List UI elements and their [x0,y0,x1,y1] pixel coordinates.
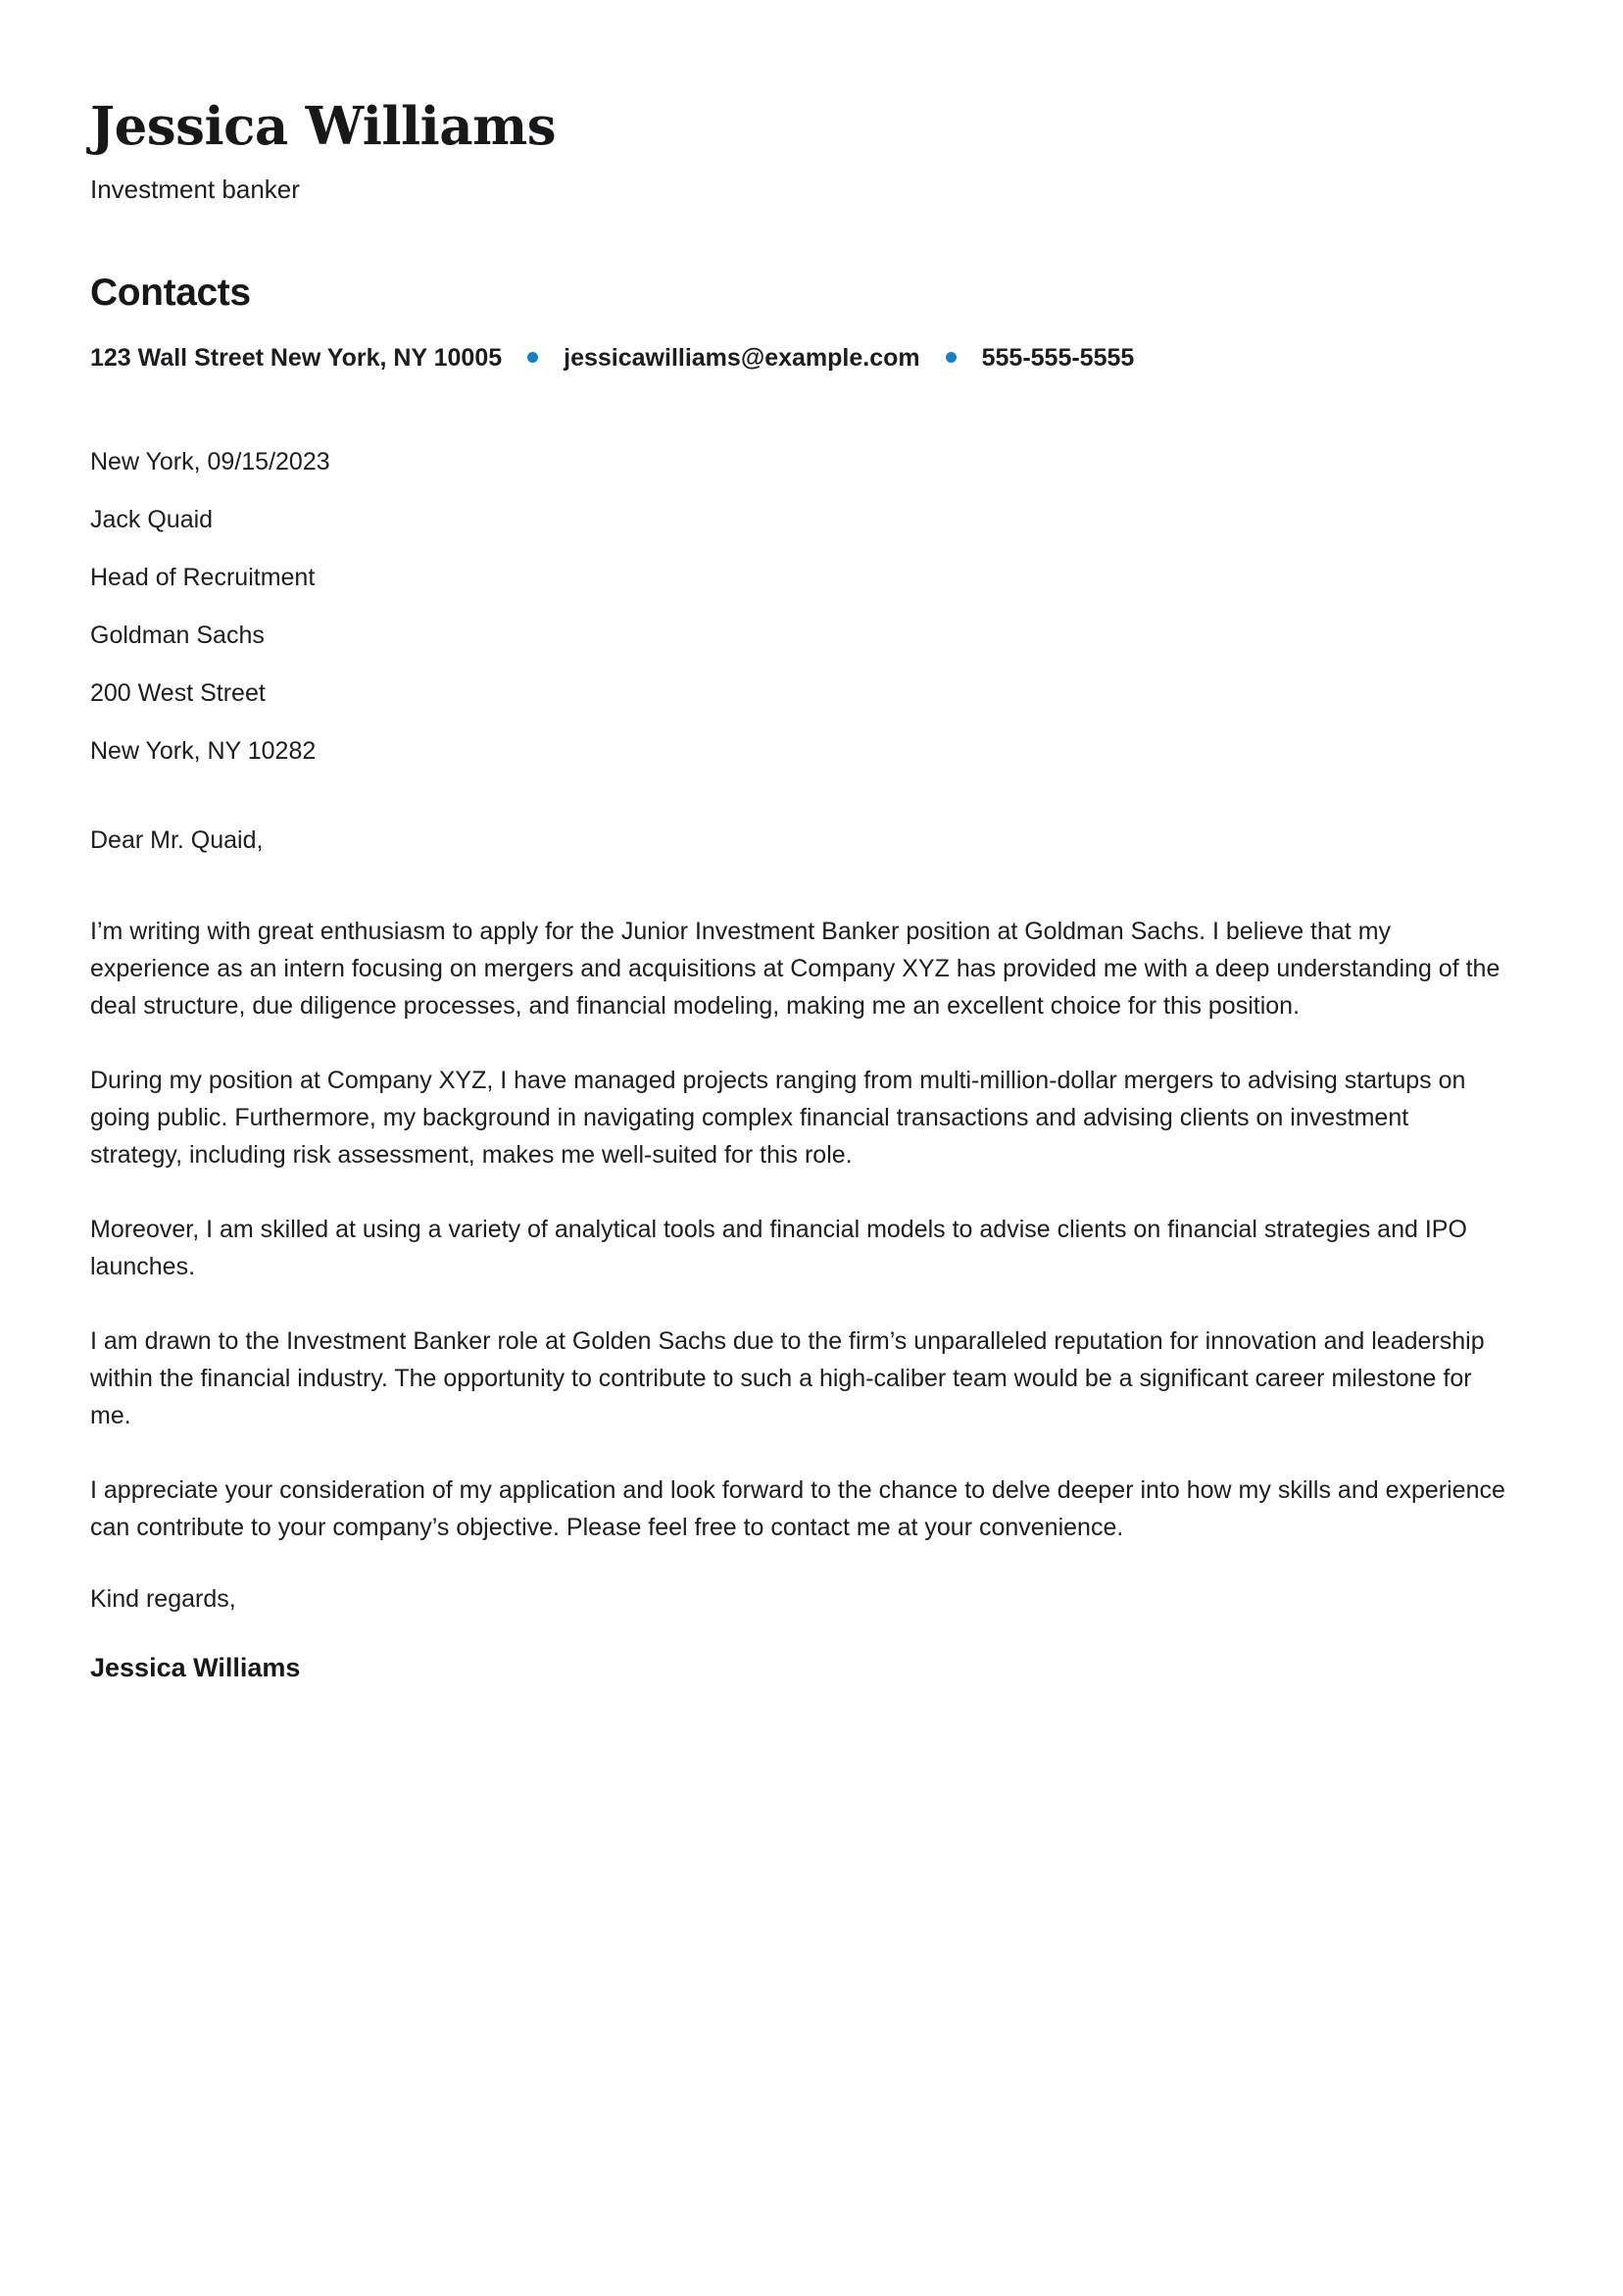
bullet-separator-icon [527,352,538,363]
recipient-name: Jack Quaid [90,506,214,534]
body-paragraph: I appreciate your consideration of my application and look forward to the chance to delve deeper into how my skills and experience can contribute to your company’s objective. Please feel free to contact me at your convenience. [90,1475,1505,1541]
closing-line: Kind regards, [90,1584,236,1613]
body-paragraph: I am drawn to the Investment Banker role at Golden Sachs due to the firm’s unparalleled reputation for innovation and leadership within the financial industry. The opportunity to contribute to such a high-caliber team would be a significant career milestone for me. [90,1326,1485,1429]
job-title: Investment banker [90,175,300,205]
body-paragraph: I’m writing with great enthusiasm to apply for the Junior Investment Banker position at Goldman Sachs. I believe that my experience as an intern focusing on mergers and acquisitions at Company XYZ has provided me with a deep understanding of the deal structure, due diligence processes, and financial modeling, making me an excellent choice for this position. [90,917,1500,1020]
bullet-separator-icon [946,352,957,363]
contacts-heading: Contacts [90,271,251,314]
recipient-street: 200 West Street [90,679,266,708]
contacts-line [90,342,1533,374]
letter-date-location: New York, 09/15/2023 [90,448,330,476]
recipient-block [90,450,1533,764]
body-paragraph: During my position at Company XYZ, I have managed projects ranging from multi-million-dollar mergers to advising startups on going public. Furthermore, my background in navigating complex financial transactions and advising clients on investment strategy, including risk assessment, makes me well-suited for this role. [90,1066,1466,1169]
signature-name: Jessica Williams [90,1652,301,1682]
recipient-city-state-zip: New York, NY 10282 [90,737,317,766]
salutation: Dear Mr. Quaid, [90,826,264,855]
recipient-role: Head of Recruitment [90,564,316,592]
contact-address: 123 Wall Street New York, NY 10005 [90,343,503,372]
contact-phone[interactable]: 555-555-5555 [981,343,1135,372]
recipient-company: Goldman Sachs [90,622,265,650]
contact-email[interactable]: jessicawilliams@example.com [564,343,920,372]
body-paragraph: Moreover, I am skilled at using a variety of analytical tools and financial models to advise clients on financial strategies and IPO launches. [90,1215,1467,1280]
page-title: Jessica Williams [90,96,557,157]
